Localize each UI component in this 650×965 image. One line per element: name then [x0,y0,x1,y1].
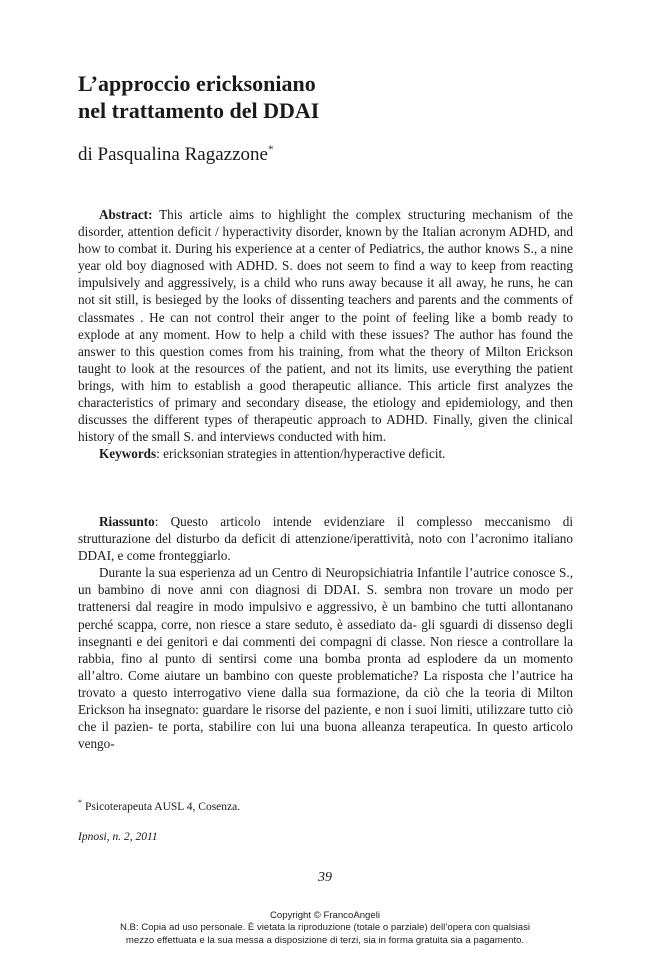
copyright-line-2: N.B: Copia ad uso personale. È vietata la riproduzione (totale o parziale) dell’opera con qualsiasi [119,922,531,934]
footnote [78,800,240,814]
footnote-text: Psicoterapeuta AUSL 4, Cosenza. [85,801,241,813]
copyright-line-3: mezzo effettuata e la sua messa a disposizione di terzi, sia in forma gratuita sia a pagamento. [125,934,525,946]
copyright-notice [0,910,650,947]
keywords-text: : ericksonian strategies in attention/hyperactive deficit. [156,446,446,462]
footnote-mark: * [78,798,82,808]
title-line-2: nel trattamento del DDAI [78,98,320,123]
abstract-paragraph [78,206,573,445]
author-byline [78,143,273,167]
abstract-label: Abstract: [99,207,153,222]
title-line-1: L’approccio ericksoniano [78,71,316,96]
abstract-text: This article aims to highlight the complex structuring mechanism of the disorder, attention deficit / hyperactivity disorder, known by the Italian acronym ADHD, and how to combat it. During his experience at a center of Pediatrics, the author knows S., a nine year old boy diagnosed with ADHD. S. does not seem to find a way to keep from reacting impulsively and aggressively, is a child who runs away because it all away, he runs, he can not sit still, is besieged by the looks of dissenting teachers and parents and the comments of classmates . He can not control their anger to the point of feeling like a bomb ready to explode at any moment. How to help a child with these issues? The author has found the answer to this question comes from his training, from what the theory of Milton Erickson taught to look at the resources of the patient, and not its limits, use everything the patient brings, with him to establish a good therapeutic alliance. This article first analyzes the characteristics of primary and secondary disease, the etiology and epidemiology, and then discusses the different types of therapeutic approach to ADHD. Finally, given the clinical history of the small S. and interviews conducted with him. [78,207,573,445]
keywords-paragraph [78,445,573,462]
journal-citation: Ipnosi, n. 2, 2011 [78,831,158,843]
abstract-section [78,206,573,462]
riassunto-paragraph [78,513,573,564]
copyright-line-1: Copyright © FrancoAngeli [270,910,380,921]
page-number: 39 [318,870,332,885]
keywords-label: Keywords [99,446,157,462]
article-title [78,70,558,124]
riassunto-text: : Questo articolo intende evidenziare il complesso meccanismo di strutturazione del disturbo da deficit di attenzione/iperattività, noto con l’acronimo italiano DDAI, e come fronteggiarlo. [78,514,573,564]
author-footnote-mark[interactable]: * [267,143,274,156]
riassunto-label: Riassunto [99,514,155,529]
author-name: di Pasqualina Ragazzone [78,144,268,165]
body-paragraph: Durante la sua esperienza ad un Centro di Neuropsichiatria Infantile l’autrice conosce S., un bambino di nove anni con diagnosi di DDAI. S. sembra non trovare un modo per trattenersi dal reagire in modo impulsivo e aggressivo, è un bambino che tutti allontanano perché scappa, corre, non riesce a stare seduto, è assediato da- gli sguardi di dissenso degli insegnanti e dei genitori e dai commenti dei compagni di classe. Non riesce a controllare la rabbia, fino al punto di sentirsi come una bomba pronta ad esplodere da un momento all’altro. Come aiutare un bambino con queste problematiche? La risposta che l’autrice ha trovato a questo interrogativo viene dalla sua formazione, da ciò che la teoria di Milton Erickson ha insegnato: guardare le risorse del paziente, e non i suoi limiti, utilizzare tutto ciò che il pazien- te porta, stabilire con lui una buona alleanza terapeutica. In questo articolo vengo- [78,565,573,752]
riassunto-section [78,513,573,752]
